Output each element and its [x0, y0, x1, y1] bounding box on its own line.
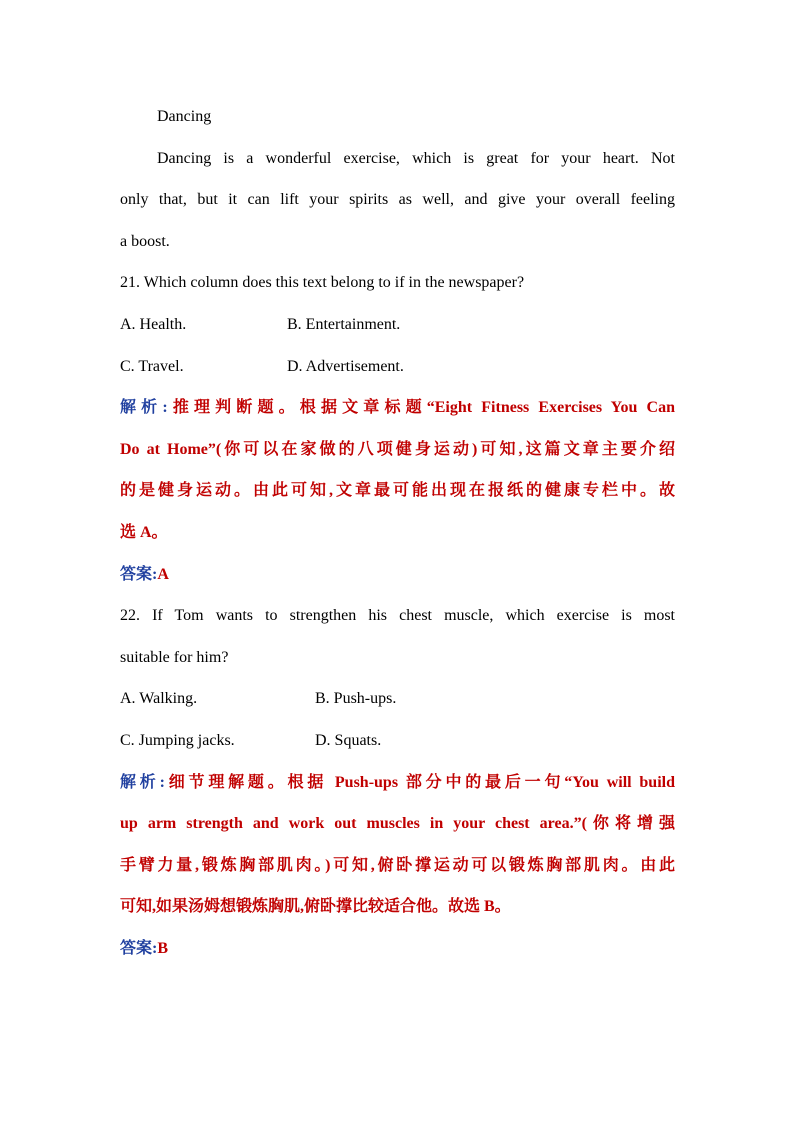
q22-answer-label: 答案: — [120, 939, 158, 957]
q21-option-d: D. Advertisement. — [287, 357, 404, 375]
q22-analysis-label: 解析: — [120, 773, 165, 791]
q21-analysis-line — [120, 387, 675, 429]
question-22-cont: suitable for him? — [120, 648, 229, 666]
q21-analysis-label: 解析: — [120, 399, 168, 417]
q21-option-c: C. Travel. — [120, 357, 184, 375]
q22-options-row-2 — [120, 720, 675, 762]
q22-option-c: C. Jumping jacks. — [120, 731, 235, 749]
q21-analysis-line: 的是健身运动。由此可知,文章最可能出现在报纸的健康专栏中。故 — [120, 482, 675, 500]
q22-analysis-line: up arm strength and work out muscles in your chest area.”(你将增强 — [120, 815, 675, 833]
q21-option-a: A. Health. — [120, 315, 187, 333]
passage-line: only that, but it can lift your spirits as well, and give your overall feeling — [120, 191, 675, 209]
passage-line: Dancing is a wonderful exercise, which is great for your heart. Not — [157, 149, 675, 167]
q21-answer-label: 答案: — [120, 565, 158, 583]
passage-line: a boost. — [120, 232, 170, 250]
q22-analysis-line: 可知,如果汤姆想锻炼胸肌,俯卧撑比较适合他。故选 B。 — [120, 898, 511, 916]
q22-answer-value: B — [157, 939, 169, 957]
question-22: 22. If Tom wants to strengthen his chest muscle, which exercise is most — [120, 607, 675, 625]
q22-options-row-1 — [120, 678, 675, 720]
q22-option-a: A. Walking. — [120, 690, 198, 708]
q22-answer — [120, 928, 675, 970]
q21-analysis-line: Do at Home”(你可以在家做的八项健身运动)可知,这篇文章主要介绍 — [120, 440, 675, 458]
q21-options-row-2 — [120, 346, 675, 388]
q21-analysis-line: 选 A。 — [120, 523, 168, 541]
q21-analysis-text: 推理判断题。根据文章标题“Eight Fitness Exercises You Can — [167, 399, 675, 417]
document-page — [120, 96, 675, 969]
passage-heading: Dancing — [157, 108, 212, 125]
q22-analysis-line — [120, 762, 675, 804]
q22-analysis-text: 细节理解题。根据 Push-ups 部分中的最后一句“You will build — [164, 773, 675, 791]
q21-answer — [120, 554, 675, 596]
q22-option-d: D. Squats. — [315, 731, 382, 749]
q22-option-b: B. Push-ups. — [315, 690, 397, 708]
q21-answer-value: A — [157, 565, 169, 583]
q21-option-b: B. Entertainment. — [287, 315, 401, 333]
q22-analysis-line: 手臂力量,锻炼胸部肌肉。)可知,俯卧撑运动可以锻炼胸部肌肉。由此 — [120, 856, 675, 874]
question-21: 21. Which column does this text belong to if in the newspaper? — [120, 274, 525, 292]
q21-options-row-1 — [120, 304, 675, 346]
